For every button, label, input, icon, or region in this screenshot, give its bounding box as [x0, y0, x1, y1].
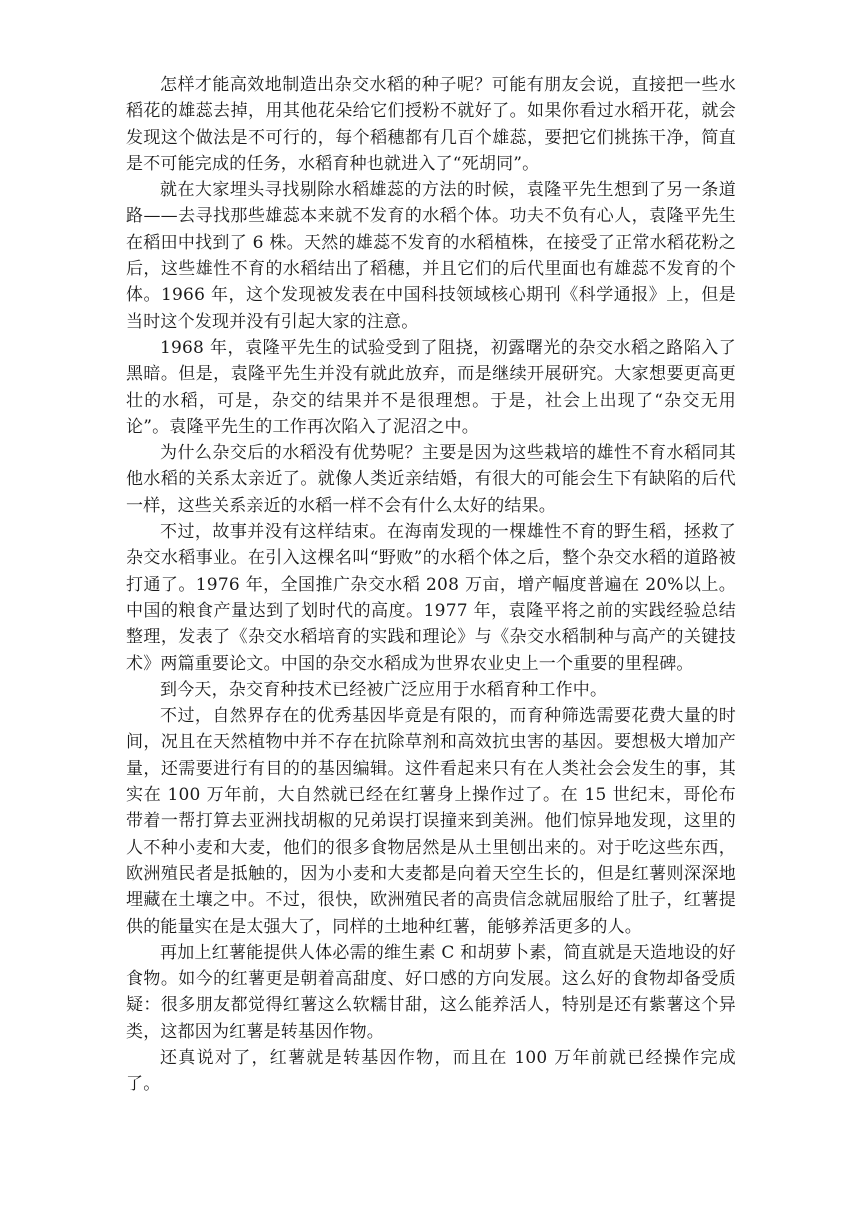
paragraph-6: 到今天，杂交育种技术已经被广泛应用于水稻育种工作中。: [160, 679, 608, 700]
paragraph-1: 怎样才能高效地制造出杂交水稻的种子呢？可能有朋友会说，直接把一些水稻花的雄蕊去掉，用其他花朵给它们授粉不就好了。如果你看过水稻开花，就会发现这个做法是不可行的，每个稻穗都有几百个雄蕊，要把它们挑拣干净，简直是不可能完成的任务，水稻育种也就进入了“死胡同”。: [126, 75, 736, 174]
article-body: [126, 72, 736, 1098]
paragraph-8: 再加上红薯能提供人体必需的维生素 C 和胡萝卜素，简直就是天造地设的好食物。如今的红薯更是朝着高甜度、好口感的方向发展。这么好的食物却备受质疑：很多朋友都觉得红薯这么软糯甘甜，这么能养活人，特别是还有紫薯这个异类，这都因为红薯是转基因作物。: [126, 942, 736, 1042]
paragraph-4: 为什么杂交后的水稻没有优势呢？主要是因为这些栽培的雄性不育水稻同其他水稻的关系太亲近了。就像人类近亲结婚，有很大的可能会生下有缺陷的后代一样，这些关系亲近的水稻一样不会有什么太好的结果。: [126, 443, 736, 516]
paragraph-7: 不过，自然界存在的优秀基因毕竟是有限的，而育种筛选需要花费大量的时间，况且在天然植物中并不存在抗除草剂和高效抗虫害的基因。要想极大增加产量，还需要进行有目的的基因编辑。这件看起来只有在人类社会会发生的事，其实在 100 万年前，大自然就已经在红薯身上操作过了。在 15 世纪末，哥伦布带着一帮打算去亚洲找胡椒的兄弟误打误撞来到美洲。他们惊异地发现，这里的人不种小麦和大麦，他们的很多食物居然是从土里刨出来的。对于吃这些东西，欧洲殖民者是抵触的，因为小麦和大麦都是向着天空生长的，但是红薯则深深地埋藏在土壤之中。不过，很快，欧洲殖民者的高贵信念就屈服给了肚子，红薯提供的能量实在是太强大了，同样的土地种红薯，能够养活更多的人。: [126, 706, 736, 937]
paragraph-3: 1968 年，袁隆平先生的试验受到了阻挠，初露曙光的杂交水稻之路陷入了黑暗。但是，袁隆平先生并没有就此放弃，而是继续开展研究。大家想要更高更壮的水稻，可是，杂交的结果并不是很理想。于是，社会上出现了“杂交无用论”。袁隆平先生的工作再次陷入了泥沼之中。: [126, 337, 736, 437]
paragraph-2: 就在大家埋头寻找剔除水稻雄蕊的方法的时候，袁隆平先生想到了另一条道路——去寻找那些雄蕊本来就不发育的水稻个体。功夫不负有心人，袁隆平先生在稻田中找到了 6 株。天然的雄蕊不发育的水稻植株，在接受了正常水稻花粉之后，这些雄性不育的水稻结出了稻穗，并且它们的后代里面也有雄蕊不发育的个体。1966 年，这个发现被发表在中国科技领域核心期刊《科学通报》上，但是当时这个发现并没有引起大家的注意。: [126, 180, 736, 332]
paragraph-5: 不过，故事并没有这样结束。在海南发现的一棵雄性不育的野生稻，拯救了杂交水稻事业。在引入这棵名叫“野败”的水稻个体之后，整个杂交水稻的道路被打通了。1976 年，全国推广杂交水稻 208 万亩，增产幅度普遍在 20%以上。中国的粮食产量达到了划时代的高度。1977 年，袁隆平将之前的实践经验总结整理，发表了《杂交水稻培育的实践和理论》与《杂交水稻制种与高产的关键技术》两篇重要论文。中国的杂交水稻成为世界农业史上一个重要的里程碑。: [126, 522, 736, 674]
paragraph-9: 还真说对了，红薯就是转基因作物，而且在 100 万年前就已经操作完成了。: [126, 1047, 736, 1095]
